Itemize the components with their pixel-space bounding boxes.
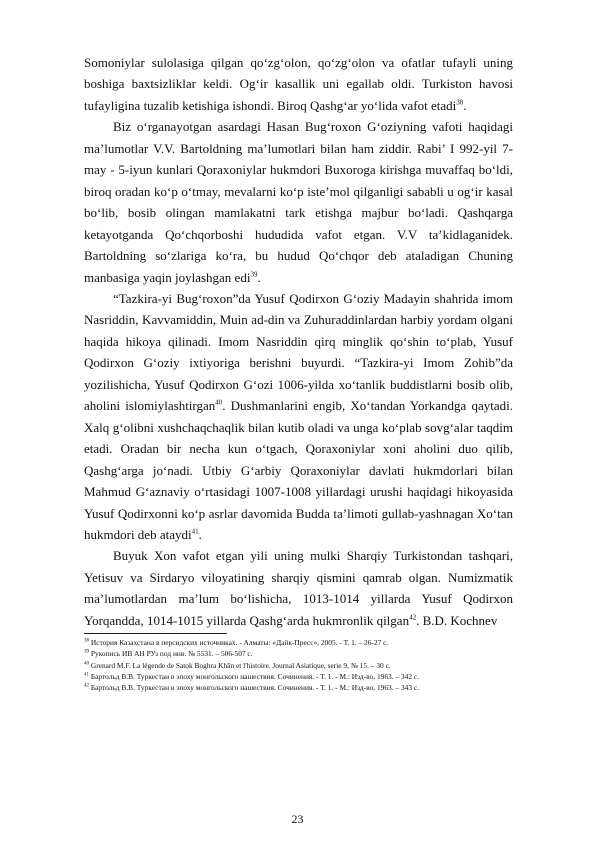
footnotes	[84, 637, 513, 693]
footnote-42: $^{42}$ Бартольд В.В. Туркестан в эпоху монгольского нашествия. Сочинения. - Т. 1. - М.: Изд-во, 1963. – 343 с.	[84, 683, 420, 693]
footnote-41: $^{41}$ Бартольд В.В. Туркестан в эпоху монгольского нашествия. Сочинения. - Т. 1. - М.: Изд-во, 1963. – 342 с.	[84, 671, 420, 681]
footnote-ref-39[interactable]: 39	[250, 270, 258, 279]
page-number: 23	[291, 812, 304, 826]
footnote-ref-38[interactable]: 38	[456, 98, 464, 107]
paragraph-2: Biz o‘rganayotgan asardagi Hasan Bug‘roxon G‘oziyning vafoti haqidagi ma’lumotlar V.V. Bartoldning ma’lumotlari bilan ham ziddir. Rabi’ I 992-yil 7-may - 5-iyun kunlari Qoraxoniylar hukmdori Buxoroga kirishga muvaffaq bo‘ldi, biroq oradan ko‘p o‘tmay, mevalarni ko‘p iste’mol qilganligi sababli u og‘ir kasal bo‘lib, bosib olingan mamlakatni tark etishga majbur bo‘ladi. Qashqarga ketayotganda Qo‘chqorboshi hududida vafot etgan. V.V ta’kidlaganidek. Bartoldning so‘zlariga ko‘ra, bu hudud Qo‘chqor deb ataladigan Chuning manbasiga yaqin joylashgan edi$^{39}$.	[84, 119, 513, 285]
footnote-divider	[84, 633, 227, 634]
paragraph-1: Somoniylar sulolasiga qilgan qo‘zg‘olon, qo‘zg‘olon va ofatlar tufayli uning boshiga baxtsizliklar keldi. Og‘ir kasallik uni egallab oldi. Turkiston havosi tufayligina tuzalib ketishiga ishondi. Biroq Qashg‘ar yo‘lida vafot etadi$^{38}$.	[84, 55, 513, 113]
footnote-ref-42[interactable]: 42	[409, 613, 417, 622]
paragraph-3: “Tazkira-yi Bug‘roxon”da Yusuf Qodirxon G‘oziy Madayin shahrida imom Nasriddin, Kavvamiddin, Muin ad-din va Zuhuraddinlardan harbiy yordam olgani haqida hikoya qilinadi. Imom Nasriddin qirq minglik qo‘shin to‘plab, Yusuf Qodirxon G‘oziy ixtiyoriga berishni buyurdi. “Tazkira-yi Imom Zohib”da yozilishicha, Yusuf Qodirxon G‘ozi 1006-yilda xo‘tanlik buddistlarni bosib olib, aholini islomiylashtirgan$^{40}$. Dushmanlarini engib, Xo‘tandan Yorkandga qaytadi. Xalq g‘olibni xushchaqchaqlik bilan kutib oladi va unga ko‘plab sovg‘alar taqdim etadi. Oradan bir necha kun o‘tgach, Qoraxoniylar xoni aholini duo qilib, Qashg‘arga jo‘nadi. Utbiy G‘arbiy Qoraxoniylar davlati hukmdorlari bilan Mahmud G‘aznaviy o‘rtasidagi 1007-1008 yillardagi urushi haqidagi hikoyasida Yusuf Qodirxonni ko‘p asrlar davomida Budda ta’limoti gullab-yashnagan Xo‘tan hukmdori deb ataydi$^{41}$.	[84, 290, 513, 542]
document-page	[84, 52, 513, 693]
footnote-38: $^{38}$ История Казахстана в персидских источниках. - Алматы: «Дайк-Пресс», 2005. - Т. 1. – 26-27 с.	[84, 638, 389, 648]
footnote-39: $^{39}$ Рукопись ИВ АН РУз под инв. № 5531. – 506-507 с.	[84, 649, 253, 659]
footnote-ref-40[interactable]: 40	[215, 398, 223, 407]
paragraph-4: Buyuk Xon vafot etgan yili uning mulki Sharqiy Turkistondan tashqari, Yetisuv va Sirdaryo viloyatining sharqiy qismini qamrab olgan. Numizmatik ma’lumotlardan ma’lum bo‘lishicha, 1013-1014 yillarda Yusuf Qodirxon Yorqandda, 1014-1015 yillarda Qashg‘arda hukmronlik qilgan$^{42}$. B.D. Kochnev	[84, 548, 513, 628]
footnote-ref-41[interactable]: 41	[191, 527, 199, 536]
footnote-40: $^{40}$ Grenard M.F. La légende de Satok Boghra Khân et l'histoire. Journal Asiatique, serie 9, № 15. – 30 c.	[84, 660, 391, 670]
